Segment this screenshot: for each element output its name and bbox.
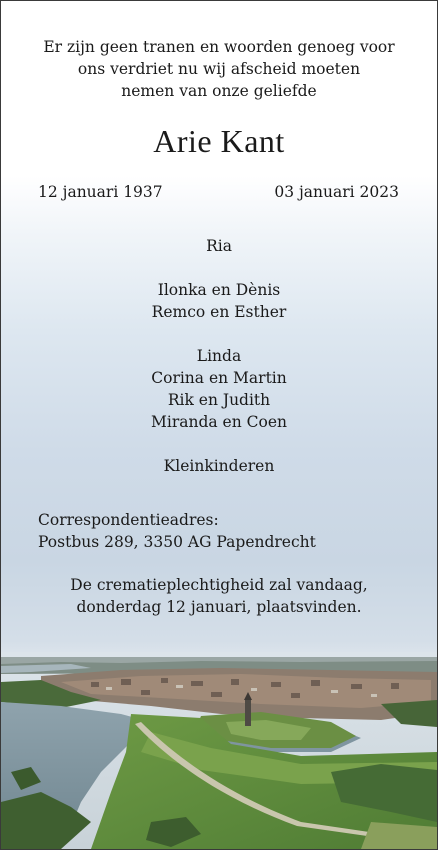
birth-date: 12 januari 1937 (38, 183, 163, 201)
family-group (1, 345, 437, 433)
intro-text (1, 36, 437, 102)
aerial-landscape-photo (1, 652, 437, 849)
family-member: Miranda en Coen (151, 413, 287, 431)
intro-line: ons verdriet nu wij afscheid moeten (77, 60, 361, 78)
intro-line: Er zijn geen tranen en woorden genoeg voor (43, 38, 395, 56)
family-group (1, 279, 437, 323)
correspondence-value: Postbus 289, 3350 AG Papendrecht (38, 533, 316, 551)
family-member: Ilonka en Dènis (157, 281, 281, 299)
family-member: Remco en Esther (151, 303, 287, 321)
deceased-name: Arie Kant (153, 123, 285, 159)
family-group (1, 455, 437, 477)
ceremony-line: donderdag 12 januari, plaatsvinden. (76, 598, 362, 616)
family-member: Linda (196, 347, 242, 365)
family-member: Ria (206, 237, 232, 255)
family-member: Kleinkinderen (163, 457, 275, 475)
ceremony-notice (1, 574, 437, 618)
family-group (1, 235, 437, 257)
ceremony-line: De crematieplechtigheid zal vandaag, (70, 576, 368, 594)
death-date: 03 januari 2023 (274, 183, 399, 201)
family-member: Corina en Martin (151, 369, 287, 387)
family-member: Rik en Judith (167, 391, 271, 409)
family-list (1, 235, 437, 499)
intro-line: nemen van onze geliefde (121, 82, 317, 100)
correspondence-label: Correspondentieadres: (38, 511, 219, 529)
correspondence-address (38, 509, 316, 553)
